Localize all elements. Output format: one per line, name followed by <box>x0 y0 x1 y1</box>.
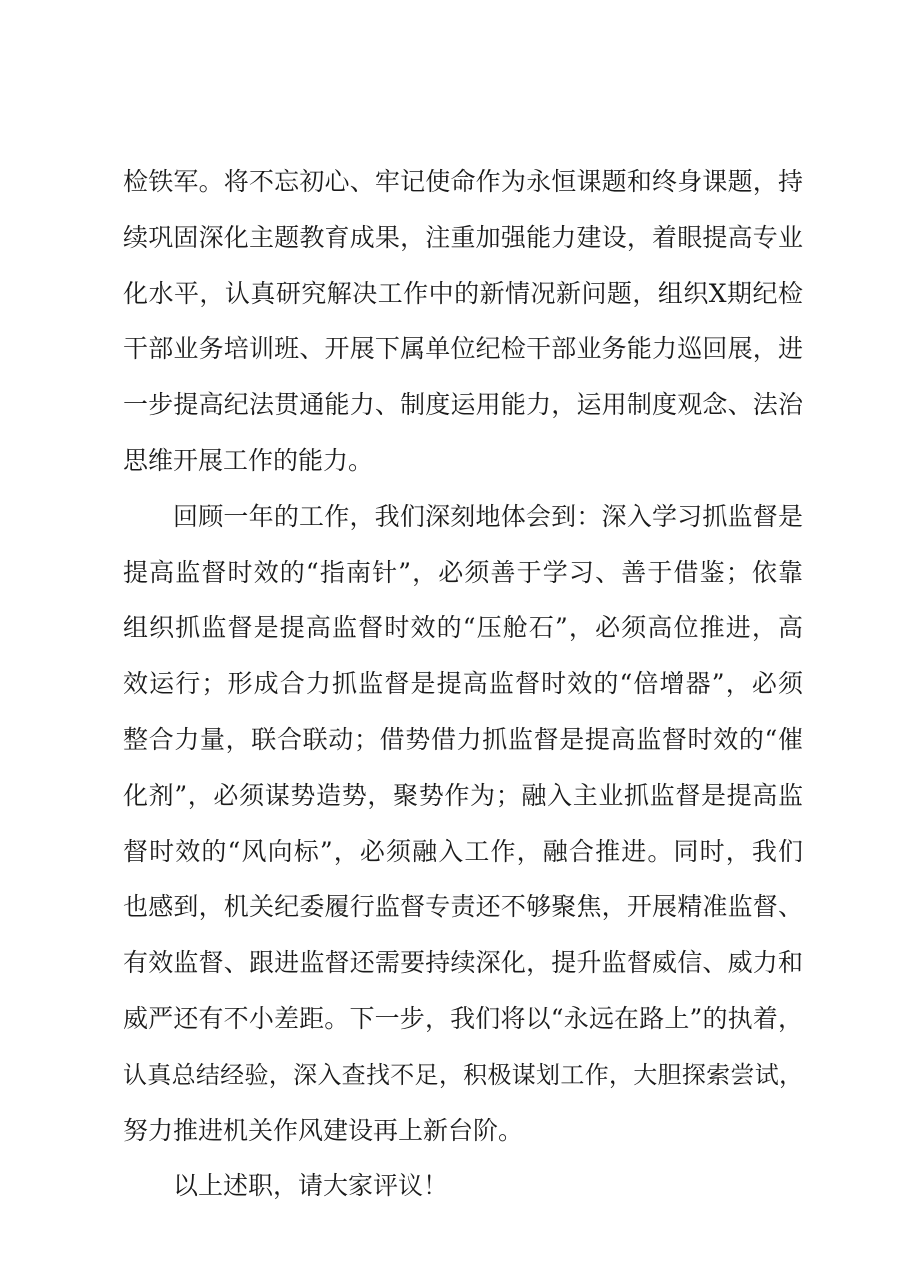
paragraph-2-line-12: 努力推进机关作风建设再上新台阶。 <box>123 1116 524 1145</box>
paragraph-2-line-11: 认真总结经验，深入查找不足，积极谋划工作，大胆探索尝试， <box>123 1061 803 1089</box>
paragraph-2-line-3: 组织抓监督是提高监督时效的“压舱石”，必须高位推进，高 <box>123 613 803 642</box>
paragraph-1-line-4: 干部业务培训班、开展下属单位纪检干部业务能力巡回展，进 <box>123 334 803 363</box>
paragraph-2-line-5: 整合力量，联合联动；借势借力抓监督是提高监督时效的“催 <box>123 725 803 754</box>
paragraph-2-line-2: 提高监督时效的“指南针”，必须善于学习、善于借鉴；依靠 <box>123 558 803 587</box>
paragraph-1-line-1: 检铁军。将不忘初心、牢记使命作为永恒课题和终身课题，持 <box>123 167 803 196</box>
paragraph-1-line-3: 化水平，认真研究解决工作中的新情况新问题，组织X期纪检 <box>123 279 803 308</box>
paragraph-2-line-1: 回顾一年的工作，我们深刻地体会到：深入学习抓监督是 <box>173 502 803 531</box>
paragraph-2-line-10: 威严还有不小差距。下一步，我们将以“永远在路上”的执着， <box>123 1004 803 1033</box>
paragraph-1-line-5: 一步提高纪法贯通能力、制度运用能力，运用制度观念、法治 <box>123 390 803 419</box>
paragraph-3-line-1: 以上述职，请大家评议！ <box>173 1171 449 1200</box>
paragraph-1-line-2: 续巩固深化主题教育成果，注重加强能力建设，着眼提高专业 <box>123 223 803 252</box>
paragraph-2-line-6: 化剂”，必须谋势造势，聚势作为；融入主业抓监督是提高监 <box>123 781 803 810</box>
paragraph-2-line-8: 也感到，机关纪委履行监督专责还不够聚焦，开展精准监督、 <box>123 892 803 921</box>
paragraph-2-line-9: 有效监督、跟进监督还需要持续深化，提升监督威信、威力和 <box>123 948 803 977</box>
paragraph-1-line-6: 思维开展工作的能力。 <box>123 446 374 475</box>
paragraph-2-line-4: 效运行；形成合力抓监督是提高监督时效的“倍增器”，必须 <box>123 669 803 698</box>
paragraph-2-line-7: 督时效的“风向标”，必须融入工作，融合推进。同时，我们 <box>123 837 803 866</box>
